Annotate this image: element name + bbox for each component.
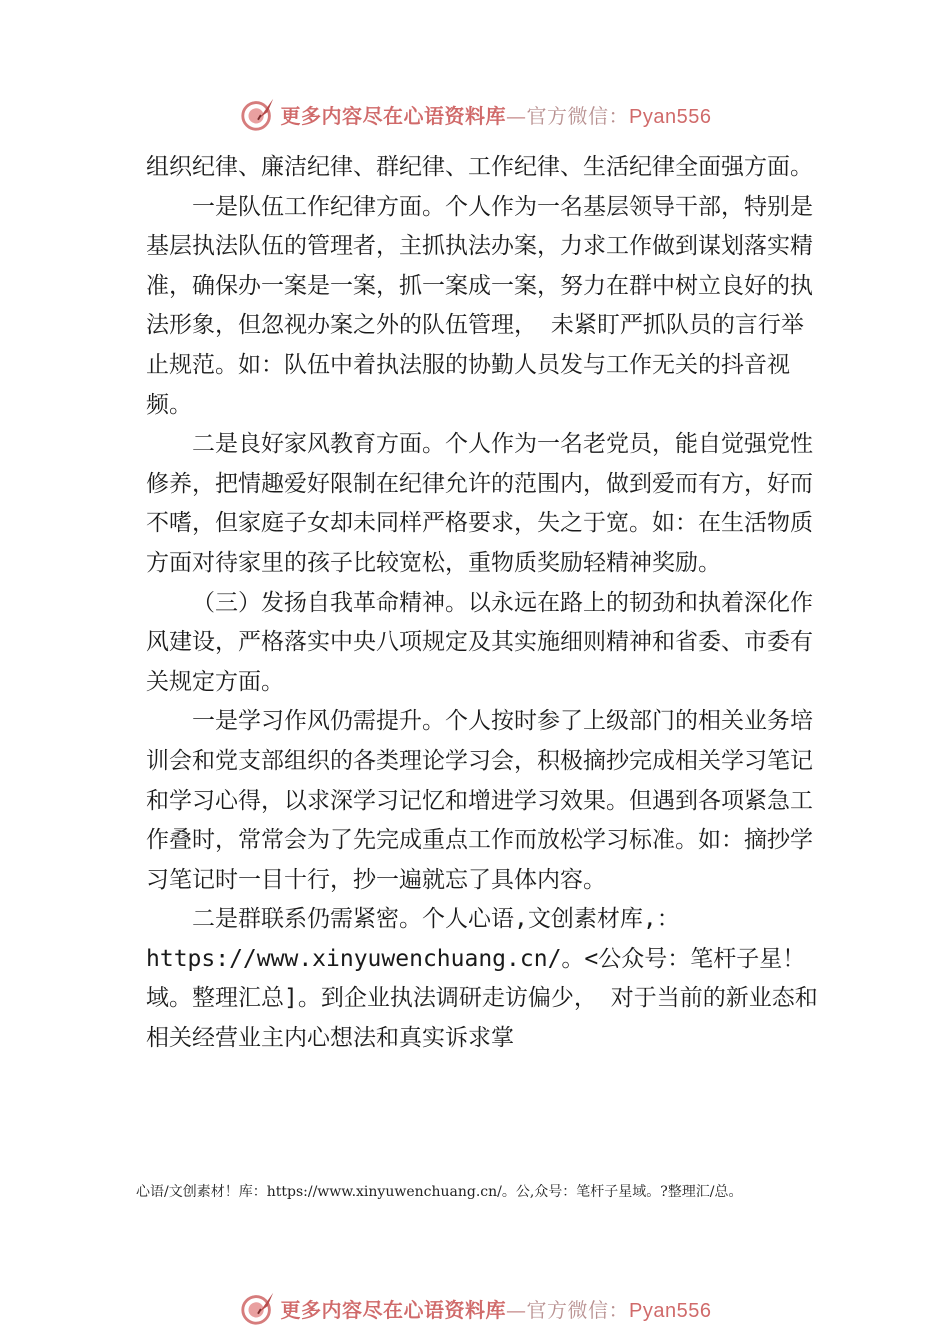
- banner-dash: —: [506, 1297, 527, 1322]
- banner-text: [281, 100, 712, 129]
- paragraph-5: 一是学习作风仍需提升。个人按时参了上级部门的相关业务培训会和党支部组织的各类理论学习会，积极摘抄完成相关学习笔记和学习心得，以求深学习记忆和增进学习效果。但遇到各项紧急工作叠时，常常会为了先完成重点工作而放松学习标准。如：摘抄学习笔记时一目十行，抄一遍就忘了具体内容。: [146, 708, 813, 893]
- quill-logo-icon: [239, 1289, 277, 1327]
- banner-dash: —: [506, 103, 527, 128]
- quill-logo-icon: [239, 95, 277, 133]
- footer-banner: [0, 1288, 950, 1328]
- banner-wechat-label: 官方微信：: [526, 103, 630, 128]
- paragraph-2: 一是队伍工作纪律方面。个人作为一名基层领导干部，特别是基层执法队伍的管理者，主抓执法办案，力求工作做到谋划落实精准，确保办一案是一案，抓一案成一案，努力在群中树立良好的执法形象，但忽视办案之外的队伍管理， 未紧盯严抓队员的言行举止规范。如：队伍中着执法服的协勤人员发与工作无关的抖音视频。: [146, 193, 813, 418]
- header-banner: [0, 94, 950, 134]
- footer-note: 心语/文创素材！库：https://www.xinyuwenchuang.cn/。公,众号：笔杆子星域。?整理汇/总。: [136, 1184, 743, 1200]
- document-body: [146, 148, 826, 1059]
- banner-main-text: 更多内容尽在心语资料库: [280, 103, 507, 128]
- paragraph-6: 二是群联系仍需紧密。个人心语,文创素材库,：https://www.xinyuwenchuang.cn/。<公众号：笔杆子星！域。整理汇总]。到企业执法调研走访偏少， 对于当前的新业态和相关经营业主内心想法和真实诉求掌: [146, 906, 818, 1052]
- banner-wechat-label: 官方微信：: [526, 1297, 630, 1322]
- paragraph-1: 组织纪律、廉洁纪律、群纪律、工作纪律、生活纪律全面强方面。: [146, 154, 813, 180]
- paragraph-4: （三）发扬自我革命精神。以永远在路上的韧劲和执着深化作风建设，严格落实中央八项规定及其实施细则精神和省委、市委有关规定方面。: [146, 589, 813, 695]
- banner-main-text: 更多内容尽在心语资料库: [280, 1297, 507, 1322]
- banner-wechat-id: Pyan556: [629, 1299, 712, 1322]
- paragraph-3: 二是良好家风教育方面。个人作为一名老党员，能自觉强党性修养，把情趣爱好限制在纪律允许的范围内，做到爱而有方，好而不嗜，但家庭子女却未同样严格要求，失之于宽。如：在生活物质方面对待家里的孩子比较宽松，重物质奖励轻精神奖励。: [146, 431, 813, 576]
- banner-text: [281, 1294, 712, 1323]
- banner-wechat-id: Pyan556: [629, 105, 712, 128]
